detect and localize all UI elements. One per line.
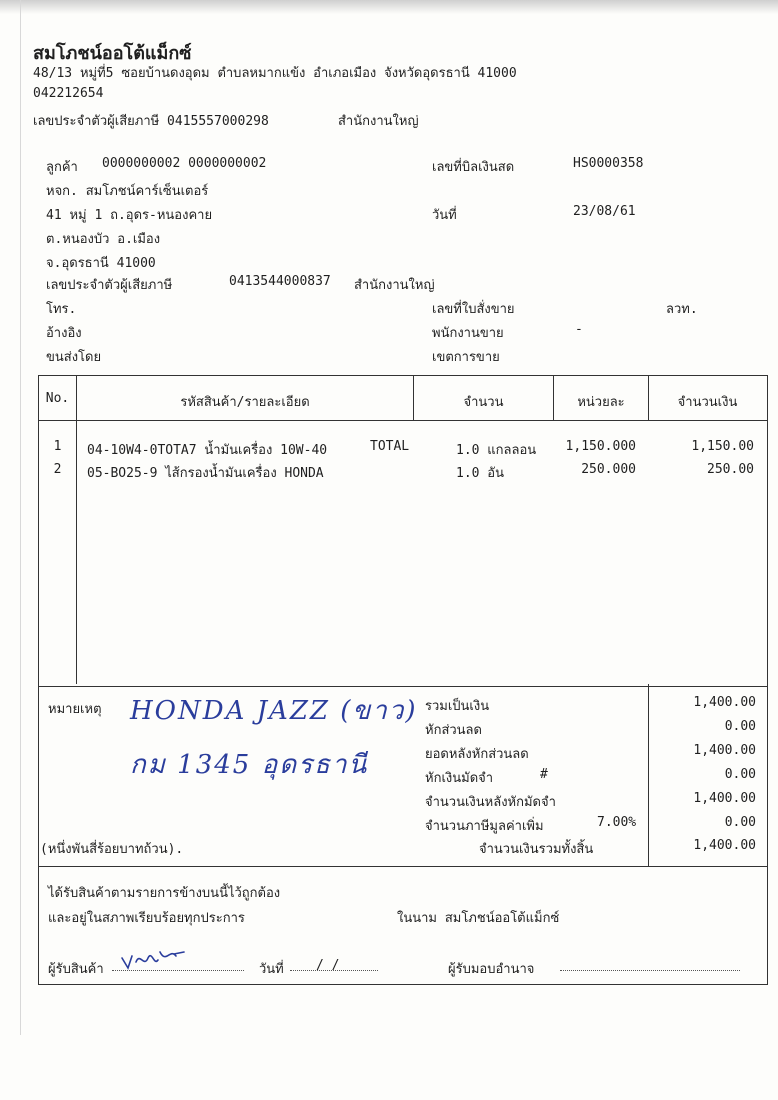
bill-number: HS0000358 <box>573 156 644 171</box>
customer-address-2: ต.หนองบัว อ.เมือง <box>46 232 161 247</box>
discount-value: 0.00 <box>724 719 756 734</box>
deposit-label: หักเงินมัดจำ <box>425 771 494 786</box>
note-label: หมายเหตุ <box>48 702 102 717</box>
vat-rate: 7.00% <box>597 815 637 830</box>
bill-date-label: วันที่ <box>432 208 457 223</box>
after-deposit-label: จำนวนเงินหลังหักมัดจำ <box>425 795 556 810</box>
grand-total-value: 1,400.00 <box>693 838 756 853</box>
amount-in-words: (หนึ่งพันสี่ร้อยบาทถ้วน). <box>40 842 184 857</box>
bill-number-label: เลขที่บิลเงินสด <box>432 160 515 175</box>
company-phone: 042212654 <box>33 86 104 101</box>
scan-top-edge <box>0 0 778 14</box>
row-1-amount: 1,150.00 <box>691 439 754 454</box>
row-1-no: 1 <box>53 439 62 454</box>
customer-branch: สำนักงานใหญ่ <box>354 278 435 293</box>
row-2-quantity: 1.0 อัน <box>456 466 505 481</box>
grand-total-label: จำนวนเงินรวมทั้งสิ้น <box>479 842 594 857</box>
customer-name: หจก. สมโภชน์คาร์เซ็นเตอร์ <box>46 184 209 199</box>
vat-label: จำนวนภาษีมูลค่าเพิ่ม <box>425 819 544 834</box>
handwritten-mileage: กม 1345 อุดรธานี <box>130 750 369 780</box>
sales-area-label: เขตการขาย <box>432 350 500 365</box>
header-unit-price: หน่วยละ <box>577 395 625 410</box>
customer-reference-label: อ้างอิง <box>46 326 82 341</box>
bill-date: 23/08/61 <box>573 204 636 219</box>
customer-address-3: จ.อุดรธานี 41000 <box>46 256 156 271</box>
handwritten-car-model: HONDA JAZZ (ขาว) <box>130 696 418 726</box>
sales-order-suffix: ลวท. <box>666 302 698 317</box>
subtotal-value: 1,400.00 <box>693 695 756 710</box>
salesperson-label: พนักงานขาย <box>432 326 504 341</box>
company-name: สมโภชน์ออโต้แม็กซ์ <box>33 43 192 64</box>
salesperson-value: - <box>575 322 583 337</box>
row-2-description: 05-BO25-9 ไส้กรองน้ำมันเครื่อง HONDA <box>87 466 324 481</box>
on-behalf-of: ในนาม สมโภชน์ออโต้แม็กซ์ <box>397 911 560 926</box>
row-1-brand: TOTAL <box>370 439 410 454</box>
customer-label: ลูกค้า <box>46 160 78 175</box>
discount-label: หักส่วนลด <box>425 723 482 738</box>
header-no: No. <box>45 391 70 406</box>
customer-shipping-label: ขนส่งโดย <box>46 350 102 365</box>
sales-order-label: เลขที่ใบสั่งขาย <box>432 302 515 317</box>
confirm-line-2: และอยู่ในสภาพเรียบร้อยทุกประการ <box>48 911 245 926</box>
customer-address-1: 41 หมู่ 1 ถ.อุดร-หนองคาย <box>46 208 213 223</box>
customer-tax-id: 0413544000837 <box>229 274 331 289</box>
items-table <box>38 375 768 687</box>
after-deposit-value: 1,400.00 <box>693 791 756 806</box>
vat-value: 0.00 <box>724 815 756 830</box>
customer-code: 0000000002 0000000002 <box>102 156 267 171</box>
header-description: รหัสสินค้า/รายละเอียด <box>180 395 310 410</box>
row-1-quantity: 1.0 แกลลอน <box>456 443 537 458</box>
authorized-person-label: ผู้รับมอบอำนาจ <box>448 962 535 977</box>
row-2-amount: 250.00 <box>707 462 754 477</box>
header-quantity: จำนวน <box>463 395 504 410</box>
customer-phone-label: โทร. <box>46 302 77 317</box>
subtotal-label: รวมเป็นเงิน <box>425 699 490 714</box>
header-amount: จำนวนเงิน <box>677 395 738 410</box>
row-1-unit-price: 1,150.000 <box>565 439 636 454</box>
receiver-signature <box>118 944 188 976</box>
company-address: 48/13 หมู่ที่5 ซอยบ้านดงอุดม ตำบลหมากแข้ง อำเภอเมือง จังหวัดอุดรธานี 41000 <box>33 66 517 81</box>
confirm-line-1: ได้รับสินค้าตามรายการข้างบนนี้ไว้ถูกต้อง <box>48 886 281 901</box>
after-discount-value: 1,400.00 <box>693 743 756 758</box>
items-header-divider <box>39 420 767 421</box>
company-branch: สำนักงานใหญ่ <box>338 114 419 129</box>
receiver-label: ผู้รับสินค้า <box>48 962 104 977</box>
customer-tax-label: เลขประจำตัวผู้เสียภาษี <box>46 278 173 293</box>
deposit-value: 0.00 <box>724 767 756 782</box>
receive-date-label: วันที่ <box>259 962 284 977</box>
row-2-no: 2 <box>53 462 62 477</box>
receive-date-blank: / / <box>316 958 340 973</box>
row-1-description: 04-10W4-0TOTA7 น้ำมันเครื่อง 10W-40 <box>87 443 328 458</box>
company-tax-id: เลขประจำตัวผู้เสียภาษี 0415557000298 <box>33 114 269 129</box>
row-2-unit-price: 250.000 <box>581 462 636 477</box>
deposit-mark: # <box>540 767 548 782</box>
scan-left-edge <box>0 0 21 1035</box>
after-discount-label: ยอดหลังหักส่วนลด <box>425 747 529 762</box>
